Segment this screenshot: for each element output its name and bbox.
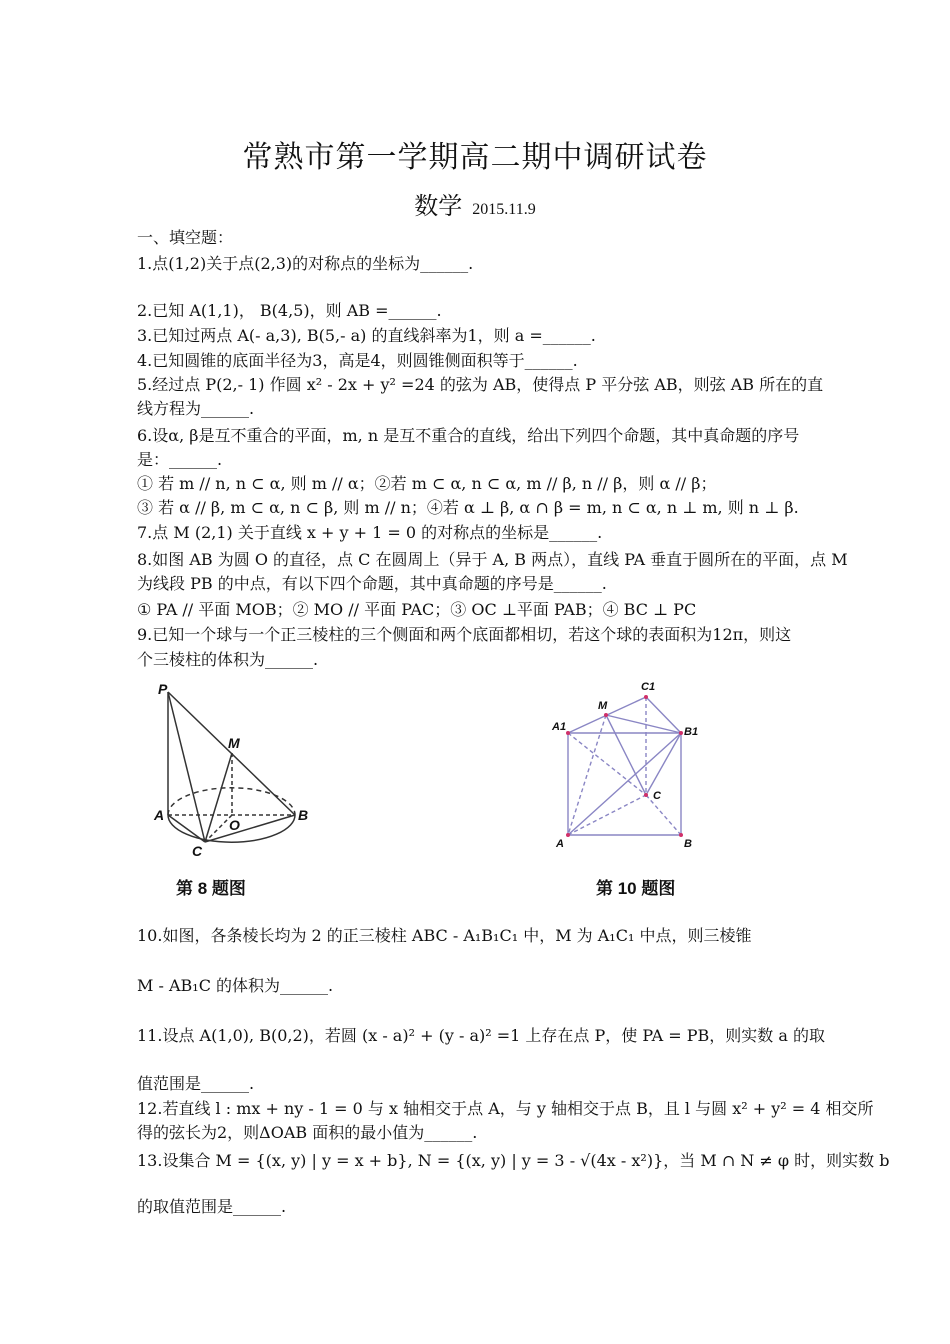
subject-line: [0, 186, 950, 221]
question-6-line-1: 6.设α, β是互不重合的平面，m, n 是互不重合的直线，给出下列四个命题，其中真命题的序号: [137, 426, 800, 445]
label-b: B: [298, 807, 309, 823]
question-1: 1.点(1,2)关于点(2,3)的对称点的坐标为______.: [137, 254, 474, 273]
question-10-line-1: 10.如图，各条棱长均为 2 的正三棱柱 ABC - A₁B₁C₁ 中，M 为 A₁C₁ 中点，则三棱锥: [137, 926, 752, 945]
question-13-line-2: 的取值范围是______.: [137, 1197, 287, 1216]
label-c: C: [653, 790, 661, 802]
page-title: 常熟市第一学期高二期中调研试卷: [242, 140, 708, 175]
figure-10-diagram: [548, 675, 718, 860]
label-c: C: [192, 843, 203, 859]
edge-ac: [568, 795, 646, 835]
question-6-line-2: 是：______.: [137, 450, 223, 469]
question-11-line-2: 值范围是______.: [137, 1074, 255, 1093]
edge-a1c: [568, 733, 646, 795]
point-a1: [566, 731, 570, 735]
question-6-line-4: ③ 若 α // β, m ⊂ α, n ⊂ β, 则 m // n；④若 α ⊥ β, α ∩ β = m, n ⊂ α, n ⊥ m, 则 n ⊥ β.: [137, 498, 799, 517]
label-b1: B1: [684, 726, 699, 738]
figure-8-diagram: [150, 680, 340, 860]
question-12-line-2: 得的弦长为2，则ΔOAB 面积的最小值为______.: [137, 1123, 478, 1142]
question-10-line-2: M - AB₁C 的体积为______.: [137, 976, 334, 995]
label-a: A: [154, 807, 165, 823]
label-a1: A1: [552, 721, 567, 733]
point-c1: [644, 695, 648, 699]
question-13-line-1: 13.设集合 M = {(x, y) | y = x + b}, N = {(x, y) | y = 3 - √(4x - x²)}，当 M ∩ N ≠ φ 时，则实数 b: [137, 1151, 890, 1170]
question-8-line-1: 8.如图 AB 为圆 O 的直径，点 C 在圆周上（异于 A, B 两点），直线 PA 垂直于圆所在的平面，点 M: [137, 550, 848, 569]
question-11-line-1: 11.设点 A(1,0), B(0,2)，若圆 (x - a)² + (y - a)² =1 上存在点 P，使 PA = PB，则实数 a 的取: [137, 1026, 825, 1045]
label-c1: C1: [641, 681, 656, 693]
point-a: [566, 833, 570, 837]
point-b: [679, 833, 683, 837]
question-3: 3.已知过两点 A(- a,3), B(5,- a) 的直线斜率为1，则 a =______.: [137, 326, 596, 345]
question-12-line-1: 12.若直线 l : mx + ny - 1 = 0 与 x 轴相交于点 A，与 y 轴相交于点 B，且 l 与圆 x² + y² = 4 相交所: [137, 1099, 874, 1118]
point-m: [604, 713, 608, 717]
label-m: M: [228, 735, 240, 751]
point-b1: [679, 731, 683, 735]
label-b: B: [684, 838, 692, 850]
question-4: 4.已知圆锥的底面半径为3，高是4，则圆锥侧面积等于______.: [137, 351, 578, 370]
edge-mb1: [606, 715, 681, 733]
question-8-line-2: 为线段 PB 的中点，有以下四个命题，其中真命题的序号是______.: [137, 574, 607, 593]
label-o: O: [229, 817, 240, 833]
section-heading: 一、填空题：: [137, 228, 234, 247]
question-5-line-1: 5.经过点 P(2,- 1) 作圆 x² - 2x + y² =24 的弦为 AB，使得点 P 平分弦 AB，则弦 AB 所在的直: [137, 375, 824, 394]
label-a: A: [556, 838, 564, 850]
figure-10-caption: 第 10 题图: [596, 879, 676, 898]
edge-mc: [205, 753, 232, 842]
edge-bc: [205, 815, 295, 842]
question-2: 2.已知 A(1,1)， B(4,5)，则 AB =______.: [137, 301, 442, 320]
exam-date: 2015.11.9: [472, 201, 536, 218]
point-c: [644, 793, 648, 797]
label-p: P: [158, 681, 168, 697]
question-9-line-1: 9.已知一个球与一个正三棱柱的三个侧面和两个底面都相切，若这个球的表面积为12π，则这: [137, 625, 792, 644]
question-9-line-2: 个三棱柱的体积为______.: [137, 650, 319, 669]
question-6-line-3: ① 若 m // n, n ⊂ α, 则 m // α；②若 m ⊂ α, n ⊂ α, m // β, n // β，则 α // β；: [137, 474, 717, 493]
edge-ab1: [568, 733, 681, 835]
question-5-line-2: 线方程为______.: [137, 399, 255, 418]
question-8-line-3: ① PA // 平面 MOB；② MO // 平面 PAC；③ OC ⊥平面 PAB；④ BC ⊥ PC: [137, 600, 697, 619]
label-m: M: [598, 700, 608, 712]
edge-b1c: [646, 733, 681, 795]
edge-bc: [646, 795, 681, 835]
edge-b1c1: [646, 697, 681, 733]
question-7: 7.点 M (2,1) 关于直线 x + y + 1 = 0 的对称点的坐标是______.: [137, 523, 603, 542]
figure-8-caption: 第 8 题图: [176, 879, 246, 898]
subject: 数学: [414, 192, 463, 220]
